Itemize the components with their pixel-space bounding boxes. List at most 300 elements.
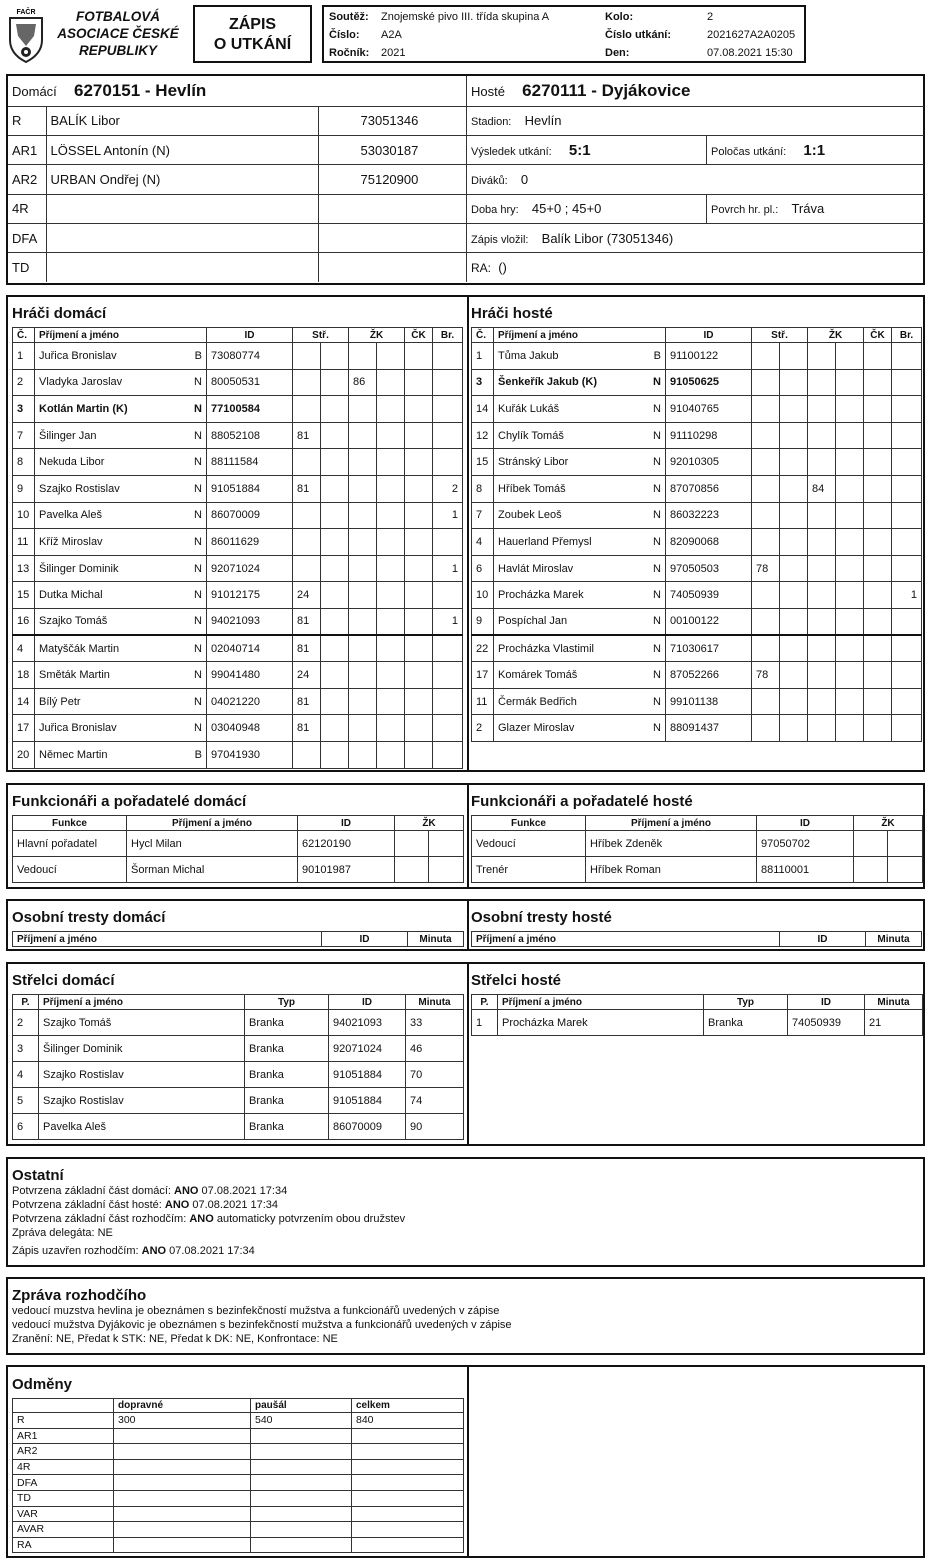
player-red-card: [864, 555, 892, 582]
player-red-card: [864, 635, 892, 662]
player-red-card: [405, 608, 433, 635]
player-number: 10: [472, 582, 494, 609]
player-id: 91012175: [207, 582, 293, 609]
func-id-header: ID: [298, 816, 395, 831]
player-name: Šilinger Jan: [39, 429, 97, 442]
player-yellow-extra: [836, 369, 864, 396]
scorer-minute: 46: [406, 1036, 464, 1062]
other-section: [6, 1157, 925, 1267]
player-name: Szajko Rostislav: [39, 482, 120, 495]
player-goal-extra: [780, 715, 808, 742]
func-id: 88110001: [757, 857, 854, 883]
scorer-minute-header: Minuta: [406, 995, 464, 1010]
player-name-cell: [494, 582, 666, 609]
player-flag: N: [194, 668, 202, 681]
reward-row: [13, 1490, 464, 1506]
player-red-card: [405, 662, 433, 689]
col-br-header: Br.: [433, 328, 463, 343]
official-name: [46, 253, 318, 282]
number-label: Číslo:: [329, 29, 360, 41]
player-number: 3: [472, 369, 494, 396]
reward-row: [13, 1459, 464, 1475]
reward-flat: [251, 1537, 352, 1553]
func-yellow-1: [395, 831, 429, 857]
player-goal-extra: [780, 449, 808, 476]
competition-label: Soutěž:: [329, 11, 369, 23]
func-name-header: Příjmení a jméno: [127, 816, 298, 831]
func-role-header: Funkce: [13, 816, 127, 831]
player-name-cell: [494, 343, 666, 370]
penalties-section: [6, 899, 925, 951]
player-id: 80050531: [207, 369, 293, 396]
scorer-p: 5: [13, 1088, 39, 1114]
player-yellow-extra: [836, 529, 864, 556]
scorer-minute: 70: [406, 1062, 464, 1088]
scorer-id: 94021093: [329, 1010, 406, 1036]
halftime-label: Poločas utkání:: [711, 145, 787, 158]
player-yellow-extra: [377, 582, 405, 609]
player-goal-minute: [293, 529, 321, 556]
player-name: Šilinger Dominik: [39, 562, 119, 575]
official-row: [8, 106, 466, 135]
penalties-name-header: Příjmení a jméno: [13, 932, 322, 947]
player-flag: N: [653, 535, 661, 548]
player-yellow-minute: [349, 662, 377, 689]
other-line-value: ANO: [141, 1245, 167, 1257]
player-red-card: [864, 582, 892, 609]
away-functionaries-table: [471, 815, 923, 883]
player-red-card: [864, 688, 892, 715]
scorer-type-header: Typ: [704, 995, 788, 1010]
player-id: 97050503: [666, 555, 752, 582]
player-yellow-minute: [349, 502, 377, 529]
player-goal-minute: 81: [293, 475, 321, 502]
scorer-name: Procházka Marek: [498, 1010, 704, 1036]
player-goal-minute: 81: [293, 635, 321, 662]
home-functionaries-table: [12, 815, 464, 883]
player-goal-minute: [752, 715, 780, 742]
scorer-id: 74050939: [788, 1010, 865, 1036]
player-yellow-extra: [377, 635, 405, 662]
player-goal-extra: [780, 422, 808, 449]
player-name-cell: [494, 662, 666, 689]
penalties-id-header: ID: [322, 932, 408, 947]
func-id: 90101987: [298, 857, 395, 883]
reward-flat: [251, 1459, 352, 1475]
entered-by-label: Zápis vložil:: [471, 233, 529, 246]
player-yellow-extra: [377, 715, 405, 742]
player-id: 74050939: [666, 582, 752, 609]
functionaries-divider: [467, 785, 469, 887]
player-name: Procházka Vlastimil: [498, 642, 594, 655]
col-goals-header: Stř.: [752, 328, 808, 343]
other-line-label: Zápis uzavřen rozhodčím:: [12, 1245, 139, 1257]
func-yellow-header: ŽK: [854, 816, 923, 831]
player-red-card: [405, 422, 433, 449]
player-row: [472, 688, 922, 715]
scorer-name-header: Příjmení a jméno: [498, 995, 704, 1010]
reward-role: AVAR: [13, 1522, 114, 1538]
player-id: 77100584: [207, 396, 293, 423]
player-row: [13, 343, 463, 370]
player-yellow-extra: [836, 688, 864, 715]
player-goal-extra: [321, 662, 349, 689]
player-yellow-minute: [808, 582, 836, 609]
player-yellow-minute: 86: [349, 369, 377, 396]
entered-by-value: Balík Libor (73051346): [541, 230, 674, 246]
official-row: [8, 194, 466, 223]
player-goal-minute: 78: [752, 555, 780, 582]
stadium-cell: [467, 106, 924, 135]
official-role: TD: [8, 253, 46, 282]
player-goal-minute: [293, 502, 321, 529]
official-role: AR1: [8, 135, 46, 164]
player-name-cell: [35, 688, 207, 715]
players-section: [6, 295, 925, 772]
player-id: 99101138: [666, 688, 752, 715]
player-number: 2: [472, 715, 494, 742]
player-goal-minute: [752, 369, 780, 396]
player-name-cell: [35, 555, 207, 582]
scorer-type: Branka: [245, 1062, 329, 1088]
reward-travel-header: dopravné: [114, 1399, 251, 1413]
year-value: 2021: [381, 47, 406, 59]
player-flag: N: [194, 562, 202, 575]
player-name-cell: [35, 715, 207, 742]
player-row: [13, 608, 463, 635]
player-yellow-extra: [377, 502, 405, 529]
reward-travel: 300: [114, 1413, 251, 1429]
player-row: [13, 635, 463, 662]
player-goal-minute: [752, 582, 780, 609]
player-red-card: [405, 555, 433, 582]
player-name: Vladyka Jaroslav: [39, 376, 123, 389]
other-line-label: Potvrzena základní část domácí:: [12, 1185, 171, 1197]
player-goal-extra: [780, 369, 808, 396]
player-red-card: [405, 369, 433, 396]
func-name: Hříbek Roman: [586, 857, 757, 883]
player-yellow-extra: [377, 396, 405, 423]
player-br: [433, 422, 463, 449]
player-id: 92071024: [207, 555, 293, 582]
player-flag: N: [194, 456, 202, 469]
away-players-table: [471, 327, 922, 742]
player-row: [13, 502, 463, 529]
reward-total: [352, 1537, 464, 1553]
func-role: Trenér: [472, 857, 586, 883]
scorer-type: Branka: [704, 1010, 788, 1036]
player-red-card: [405, 343, 433, 370]
other-lines: [12, 1184, 919, 1258]
player-yellow-extra: [836, 502, 864, 529]
player-name-cell: [35, 343, 207, 370]
player-yellow-minute: [808, 502, 836, 529]
player-flag: N: [194, 535, 202, 548]
player-number: 6: [472, 555, 494, 582]
duration-label: Doba hry:: [471, 204, 519, 217]
reward-travel: [114, 1537, 251, 1553]
scorers-divider: [467, 964, 469, 1144]
player-row: [13, 662, 463, 689]
player-row: [13, 582, 463, 609]
player-number: 1: [472, 343, 494, 370]
player-row: [472, 369, 922, 396]
player-br: [433, 635, 463, 662]
func-yellow-2: [429, 857, 464, 883]
officials-table: [8, 76, 467, 282]
scorers-section: [6, 962, 925, 1146]
surface-label: Povrch hr. pl.:: [711, 204, 779, 217]
col-id-header: ID: [666, 328, 752, 343]
player-br: [433, 449, 463, 476]
association-line-3: REPUBLIKY: [78, 43, 157, 58]
player-goal-minute: [293, 741, 321, 768]
players-header-row: [472, 328, 922, 343]
func-name: Šorman Michal: [127, 857, 298, 883]
player-br: [892, 396, 922, 423]
player-name-cell: [35, 582, 207, 609]
player-flag: N: [194, 642, 202, 655]
player-yellow-extra: [836, 449, 864, 476]
player-yellow-minute: [349, 635, 377, 662]
player-number: 4: [13, 635, 35, 662]
penalties-id-header: ID: [780, 932, 866, 947]
other-line-label: Potvrzena základní část hosté:: [12, 1199, 162, 1211]
player-yellow-extra: [377, 529, 405, 556]
col-goals-header: Stř.: [293, 328, 349, 343]
player-name-cell: [35, 422, 207, 449]
player-row: [472, 662, 922, 689]
player-br: [892, 688, 922, 715]
player-number: 17: [472, 662, 494, 689]
scorer-row: [13, 1088, 464, 1114]
player-number: 1: [13, 343, 35, 370]
player-br: [892, 475, 922, 502]
player-br: [892, 662, 922, 689]
other-line-label: Potvrzena základní část rozhodčím:: [12, 1213, 187, 1225]
referee-report-section: [6, 1277, 925, 1355]
day-label: Den:: [605, 47, 630, 59]
rewards-divider: [467, 1367, 469, 1556]
report-line-2: vedoucí mužstva Dyjákovic je obeznámen s bezinfekčností mužstva a funkcionářů uvedených v zápise: [12, 1319, 512, 1331]
player-name: Šenkeřík Jakub (K): [498, 376, 598, 389]
reward-travel: [114, 1522, 251, 1538]
player-name: Chylík Tomáš: [498, 429, 564, 442]
player-yellow-extra: [836, 582, 864, 609]
player-flag: N: [194, 722, 202, 735]
reward-total: [352, 1490, 464, 1506]
away-penalties-title: Osobní tresty hosté: [471, 909, 612, 926]
official-id: [318, 194, 466, 223]
player-br: [892, 529, 922, 556]
round-label: Kolo:: [605, 11, 634, 23]
player-red-card: [405, 396, 433, 423]
player-goal-extra: [321, 608, 349, 635]
player-yellow-extra: [836, 662, 864, 689]
player-yellow-minute: [349, 555, 377, 582]
player-name-cell: [494, 449, 666, 476]
scorer-p: 4: [13, 1062, 39, 1088]
rewards-title: Odměny: [12, 1376, 73, 1393]
func-role: Vedoucí: [13, 857, 127, 883]
func-id-header: ID: [757, 816, 854, 831]
other-line: [12, 1244, 919, 1258]
player-flag: N: [194, 589, 202, 602]
player-flag: N: [653, 402, 661, 415]
player-row: [472, 396, 922, 423]
scorer-type: Branka: [245, 1010, 329, 1036]
player-goal-extra: [321, 475, 349, 502]
player-goal-extra: [780, 475, 808, 502]
reward-flat: [251, 1490, 352, 1506]
player-goal-extra: [321, 741, 349, 768]
home-label: Domácí: [12, 83, 57, 99]
entered-by-cell: [467, 224, 924, 253]
player-br: [433, 741, 463, 768]
col-br-header: Br.: [892, 328, 922, 343]
home-scorers-title: Střelci domácí: [12, 972, 115, 989]
match-number-value: 2021627A2A0205: [707, 29, 796, 41]
away-label: Hosté: [471, 83, 505, 99]
player-id: 91100122: [666, 343, 752, 370]
player-br: [892, 635, 922, 662]
player-row: [472, 343, 922, 370]
player-row: [13, 555, 463, 582]
reward-role: 4R: [13, 1459, 114, 1475]
scorer-p: 2: [13, 1010, 39, 1036]
player-number: 11: [472, 688, 494, 715]
player-yellow-extra: [377, 422, 405, 449]
player-row: [13, 449, 463, 476]
player-name-cell: [494, 555, 666, 582]
player-goal-minute: [293, 369, 321, 396]
functionary-row: [472, 857, 923, 883]
player-yellow-minute: [808, 688, 836, 715]
player-row: [472, 422, 922, 449]
document-title-line-2: O UTKÁNÍ: [213, 36, 292, 53]
home-players-title: Hráči domácí: [12, 305, 107, 322]
player-goal-minute: [752, 529, 780, 556]
player-goal-extra: [321, 449, 349, 476]
functionary-row: [13, 831, 464, 857]
player-goal-minute: [752, 396, 780, 423]
player-yellow-minute: [349, 422, 377, 449]
player-br: 1: [433, 502, 463, 529]
player-row: [13, 741, 463, 768]
surface-value: Tráva: [791, 201, 825, 217]
player-goal-minute: 81: [293, 688, 321, 715]
player-yellow-minute: [349, 396, 377, 423]
player-name: Čermák Bedřich: [498, 695, 577, 708]
scorer-type-header: Typ: [245, 995, 329, 1010]
reward-role: TD: [13, 1490, 114, 1506]
reward-role: AR2: [13, 1444, 114, 1460]
player-flag: N: [194, 429, 202, 442]
scorer-name-header: Příjmení a jméno: [39, 995, 245, 1010]
col-id-header: ID: [207, 328, 293, 343]
reward-total: [352, 1506, 464, 1522]
home-scorers-table: [12, 994, 464, 1140]
ra-label: RA:: [471, 261, 492, 276]
player-flag: N: [194, 482, 202, 495]
col-yellow-header: ŽK: [349, 328, 405, 343]
player-yellow-minute: [349, 715, 377, 742]
player-id: 97041930: [207, 741, 293, 768]
stadium-value: Hevlín: [524, 113, 562, 129]
player-br: [433, 529, 463, 556]
player-br: [892, 715, 922, 742]
player-red-card: [405, 502, 433, 529]
official-role: DFA: [8, 224, 46, 253]
official-role: AR2: [8, 165, 46, 194]
player-name: Matyščák Martin: [39, 642, 120, 655]
player-row: [13, 475, 463, 502]
player-br: [433, 688, 463, 715]
player-yellow-minute: [349, 608, 377, 635]
reward-travel: [114, 1428, 251, 1444]
player-yellow-minute: [808, 555, 836, 582]
scorer-id: 86070009: [329, 1114, 406, 1140]
player-id: 86032223: [666, 502, 752, 529]
other-title: Ostatní: [12, 1167, 64, 1184]
player-name: Kotlán Martin (K): [39, 402, 128, 415]
player-goal-extra: [321, 422, 349, 449]
player-flag: N: [653, 695, 661, 708]
player-goal-extra: [321, 635, 349, 662]
player-br: [892, 502, 922, 529]
player-row: [472, 715, 922, 742]
reward-row: [13, 1475, 464, 1491]
player-flag: N: [194, 402, 202, 415]
player-name-cell: [35, 635, 207, 662]
reward-role: RA: [13, 1537, 114, 1553]
player-name: Nekuda Libor: [39, 456, 105, 469]
player-goal-minute: 81: [293, 715, 321, 742]
player-name: Kuřák Lukáš: [498, 402, 560, 415]
player-br: [892, 449, 922, 476]
player-yellow-extra: [377, 449, 405, 476]
player-red-card: [864, 369, 892, 396]
player-number: 9: [472, 608, 494, 635]
func-id: 62120190: [298, 831, 395, 857]
player-flag: N: [653, 429, 661, 442]
rewards-table: [12, 1398, 464, 1553]
player-id: 88091437: [666, 715, 752, 742]
penalties-name-header: Příjmení a jméno: [472, 932, 780, 947]
scorer-minute-header: Minuta: [865, 995, 923, 1010]
away-penalties-table: [471, 931, 922, 947]
player-id: 86070009: [207, 502, 293, 529]
reward-role: AR1: [13, 1428, 114, 1444]
player-number: 4: [472, 529, 494, 556]
player-flag: N: [653, 615, 661, 628]
player-name: Procházka Marek: [498, 589, 584, 602]
player-name-cell: [35, 369, 207, 396]
player-number: 10: [13, 502, 35, 529]
other-line-rest: 07.08.2021 17:34: [192, 1199, 279, 1211]
player-number: 17: [13, 715, 35, 742]
reward-role: DFA: [13, 1475, 114, 1491]
player-goal-extra: [780, 396, 808, 423]
other-line-rest: automaticky potvrzením obou družstev: [216, 1213, 406, 1225]
result-label: Výsledek utkání:: [471, 145, 552, 158]
reward-flat: [251, 1475, 352, 1491]
player-goal-minute: 81: [293, 608, 321, 635]
player-flag: B: [194, 349, 202, 362]
player-br: [892, 608, 922, 635]
facr-shield-icon: [6, 6, 46, 64]
player-flag: N: [653, 509, 661, 522]
